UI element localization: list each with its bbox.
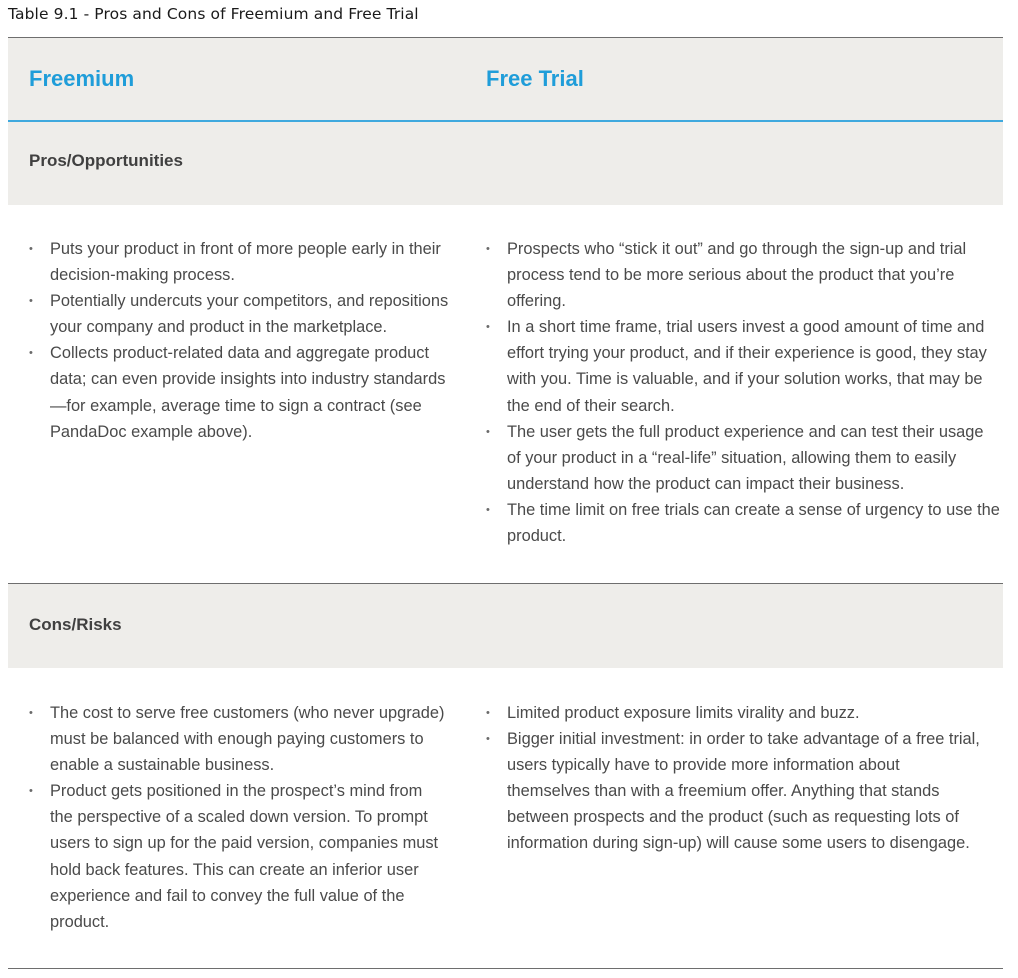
list-item: • The user gets the full product experience and can test their usage of your product in a “real-life” situation, allowing them to easily understand how the product can impact their business. bbox=[486, 419, 986, 497]
cons-free-trial-list bbox=[486, 700, 982, 857]
list-item: • Bigger initial investment: in order to take advantage of a free trial, users typically have to provide more information about themselves than with a freemium offer. Anything that stands between prospects and the product (such as requesting lots of information during sign-up) will cause some users to disengage. bbox=[486, 726, 982, 856]
cons-freemium-list bbox=[29, 700, 449, 935]
list-item: • Collects product-related data and aggregate product data; can even provide insights into industry standards—for example, average time to sign a contract (see PandaDoc example above). bbox=[29, 340, 449, 444]
list-item: • Limited product exposure limits virality and buzz. bbox=[486, 700, 982, 726]
column-header-free-trial: Free Trial bbox=[486, 66, 584, 91]
column-header-freemium: Freemium bbox=[29, 66, 135, 91]
pros-freemium-list bbox=[29, 236, 449, 445]
list-item: • Puts your product in front of more people early in their decision-making process. bbox=[29, 236, 449, 288]
list-item: • Prospects who “stick it out” and go through the sign-up and trial process tend to be more serious about the product that you’re offering. bbox=[486, 236, 967, 314]
list-item: • Potentially undercuts your competitors, and repositions your company and product in the marketplace. bbox=[29, 288, 449, 340]
pros-section-label: Pros/Opportunities bbox=[29, 151, 183, 170]
cons-section-label: Cons/Risks bbox=[29, 615, 122, 634]
table-bottom-border bbox=[8, 968, 1003, 969]
table-caption: Table 9.1 - Pros and Cons of Freemium and Free Trial bbox=[8, 5, 419, 23]
pros-free-trial-list bbox=[486, 236, 1000, 549]
list-item: • The time limit on free trials can create a sense of urgency to use the product. bbox=[486, 497, 1003, 549]
list-item: • Product gets positioned in the prospect’s mind from the perspective of a scaled down version. To prompt users to sign up for the paid version, companies must hold back features. This can create an inferior user experience and fail to convey the full value of the product. bbox=[29, 778, 449, 935]
list-item: • In a short time frame, trial users invest a good amount of time and effort trying your product, and if their experience is good, they stay with you. Time is valuable, and if your solution works, that may be the end of their search. bbox=[486, 314, 1003, 418]
cons-section-header bbox=[8, 584, 1003, 668]
list-item: • The cost to serve free customers (who never upgrade) must be balanced with enough paying customers to enable a sustainable business. bbox=[29, 700, 449, 778]
